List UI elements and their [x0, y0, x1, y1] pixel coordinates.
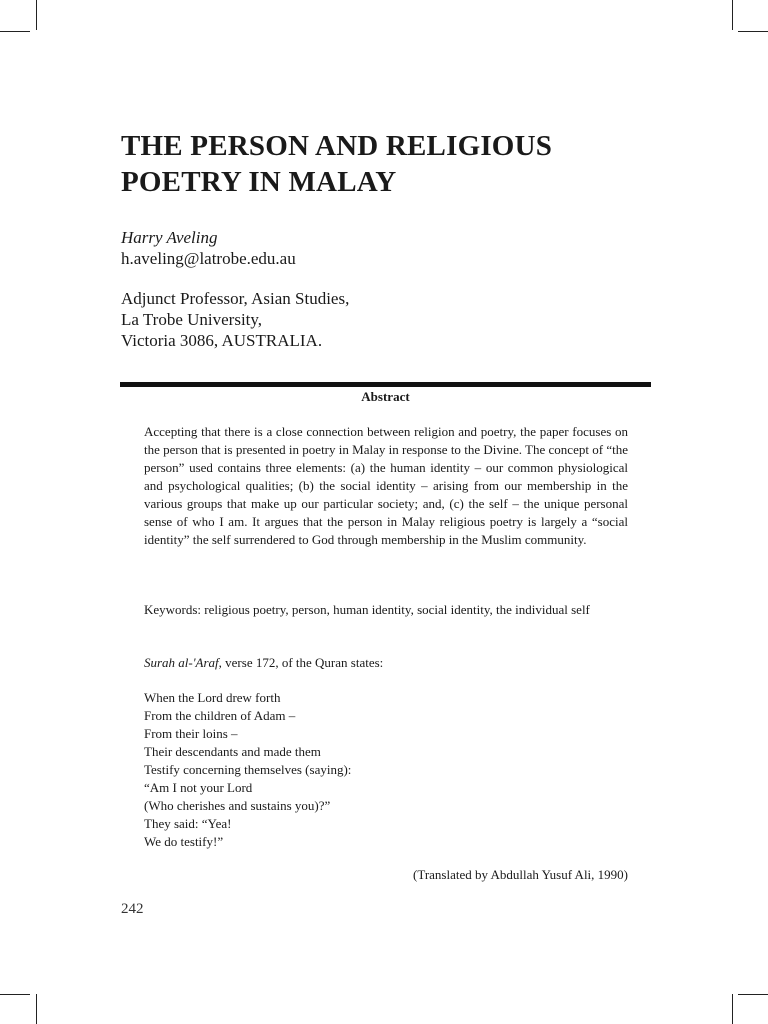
verse-line: From the children of Adam –: [144, 708, 296, 723]
verse-line: They said: “Yea!: [144, 816, 232, 831]
verse-line: “Am I not your Lord: [144, 780, 253, 795]
verse-line: Their descendants and made them: [144, 744, 321, 759]
crop-mark-bottom-left: [36, 994, 37, 1024]
author-affiliation: [121, 288, 349, 351]
crop-mark-top-left-h: [0, 31, 30, 32]
verse-line: From their loins –: [144, 726, 238, 741]
verse-line: Testify concerning themselves (saying):: [144, 762, 352, 777]
surah-intro: [144, 654, 628, 672]
abstract-heading: Abstract: [361, 389, 410, 404]
page-number: 242: [121, 901, 144, 917]
quran-verse: [144, 689, 628, 851]
crop-mark-top-right: [732, 0, 733, 30]
crop-mark-bottom-left-h: [0, 994, 30, 995]
section-rule: [120, 382, 651, 387]
affiliation-line: La Trobe University,: [121, 310, 263, 329]
title-line-1: THE PERSON AND RELIGIOUS: [121, 130, 553, 162]
crop-mark-bottom-right-h: [738, 994, 768, 995]
affiliation-line: Adjunct Professor, Asian Studies,: [121, 289, 350, 308]
affiliation-line: Victoria 3086, AUSTRALIA.: [121, 331, 323, 350]
author-email: h.aveling@latrobe.edu.au: [121, 249, 296, 268]
crop-mark-top-left: [36, 0, 37, 30]
surah-name: Surah al-'Araf: [144, 655, 219, 670]
verse-line: When the Lord drew forth: [144, 690, 281, 705]
author-name: Harry Aveling: [121, 228, 218, 247]
keywords: Keywords: religious poetry, person, human identity, social identity, the individual self: [144, 602, 590, 617]
article-title: [121, 128, 661, 200]
verse-line: (Who cherishes and sustains you)?”: [144, 798, 331, 813]
surah-citation: , verse 172, of the Quran states:: [218, 655, 384, 670]
crop-mark-top-right-h: [738, 31, 768, 32]
translation-credit: (Translated by Abdullah Yusuf Ali, 1990): [413, 867, 628, 882]
abstract-body: Accepting that there is a close connection between religion and poetry, the paper focuses on the person that is presented in poetry in Malay in response to the Divine. The concept of “the person” used contains three elements: (a) the human identity – our common physiological and psychological qualities; (b) the social identity – arising from our membership in the various groups that make up our particular society; and, (c) the self – the unique personal sense of who I am. It argues that the person in Malay religious poetry is largely a “social identity” the self surrendered to God through membership in the Muslim community.: [144, 424, 628, 547]
crop-mark-bottom-right: [732, 994, 733, 1024]
verse-line: We do testify!”: [144, 834, 224, 849]
title-line-2: POETRY IN MALAY: [121, 166, 397, 198]
